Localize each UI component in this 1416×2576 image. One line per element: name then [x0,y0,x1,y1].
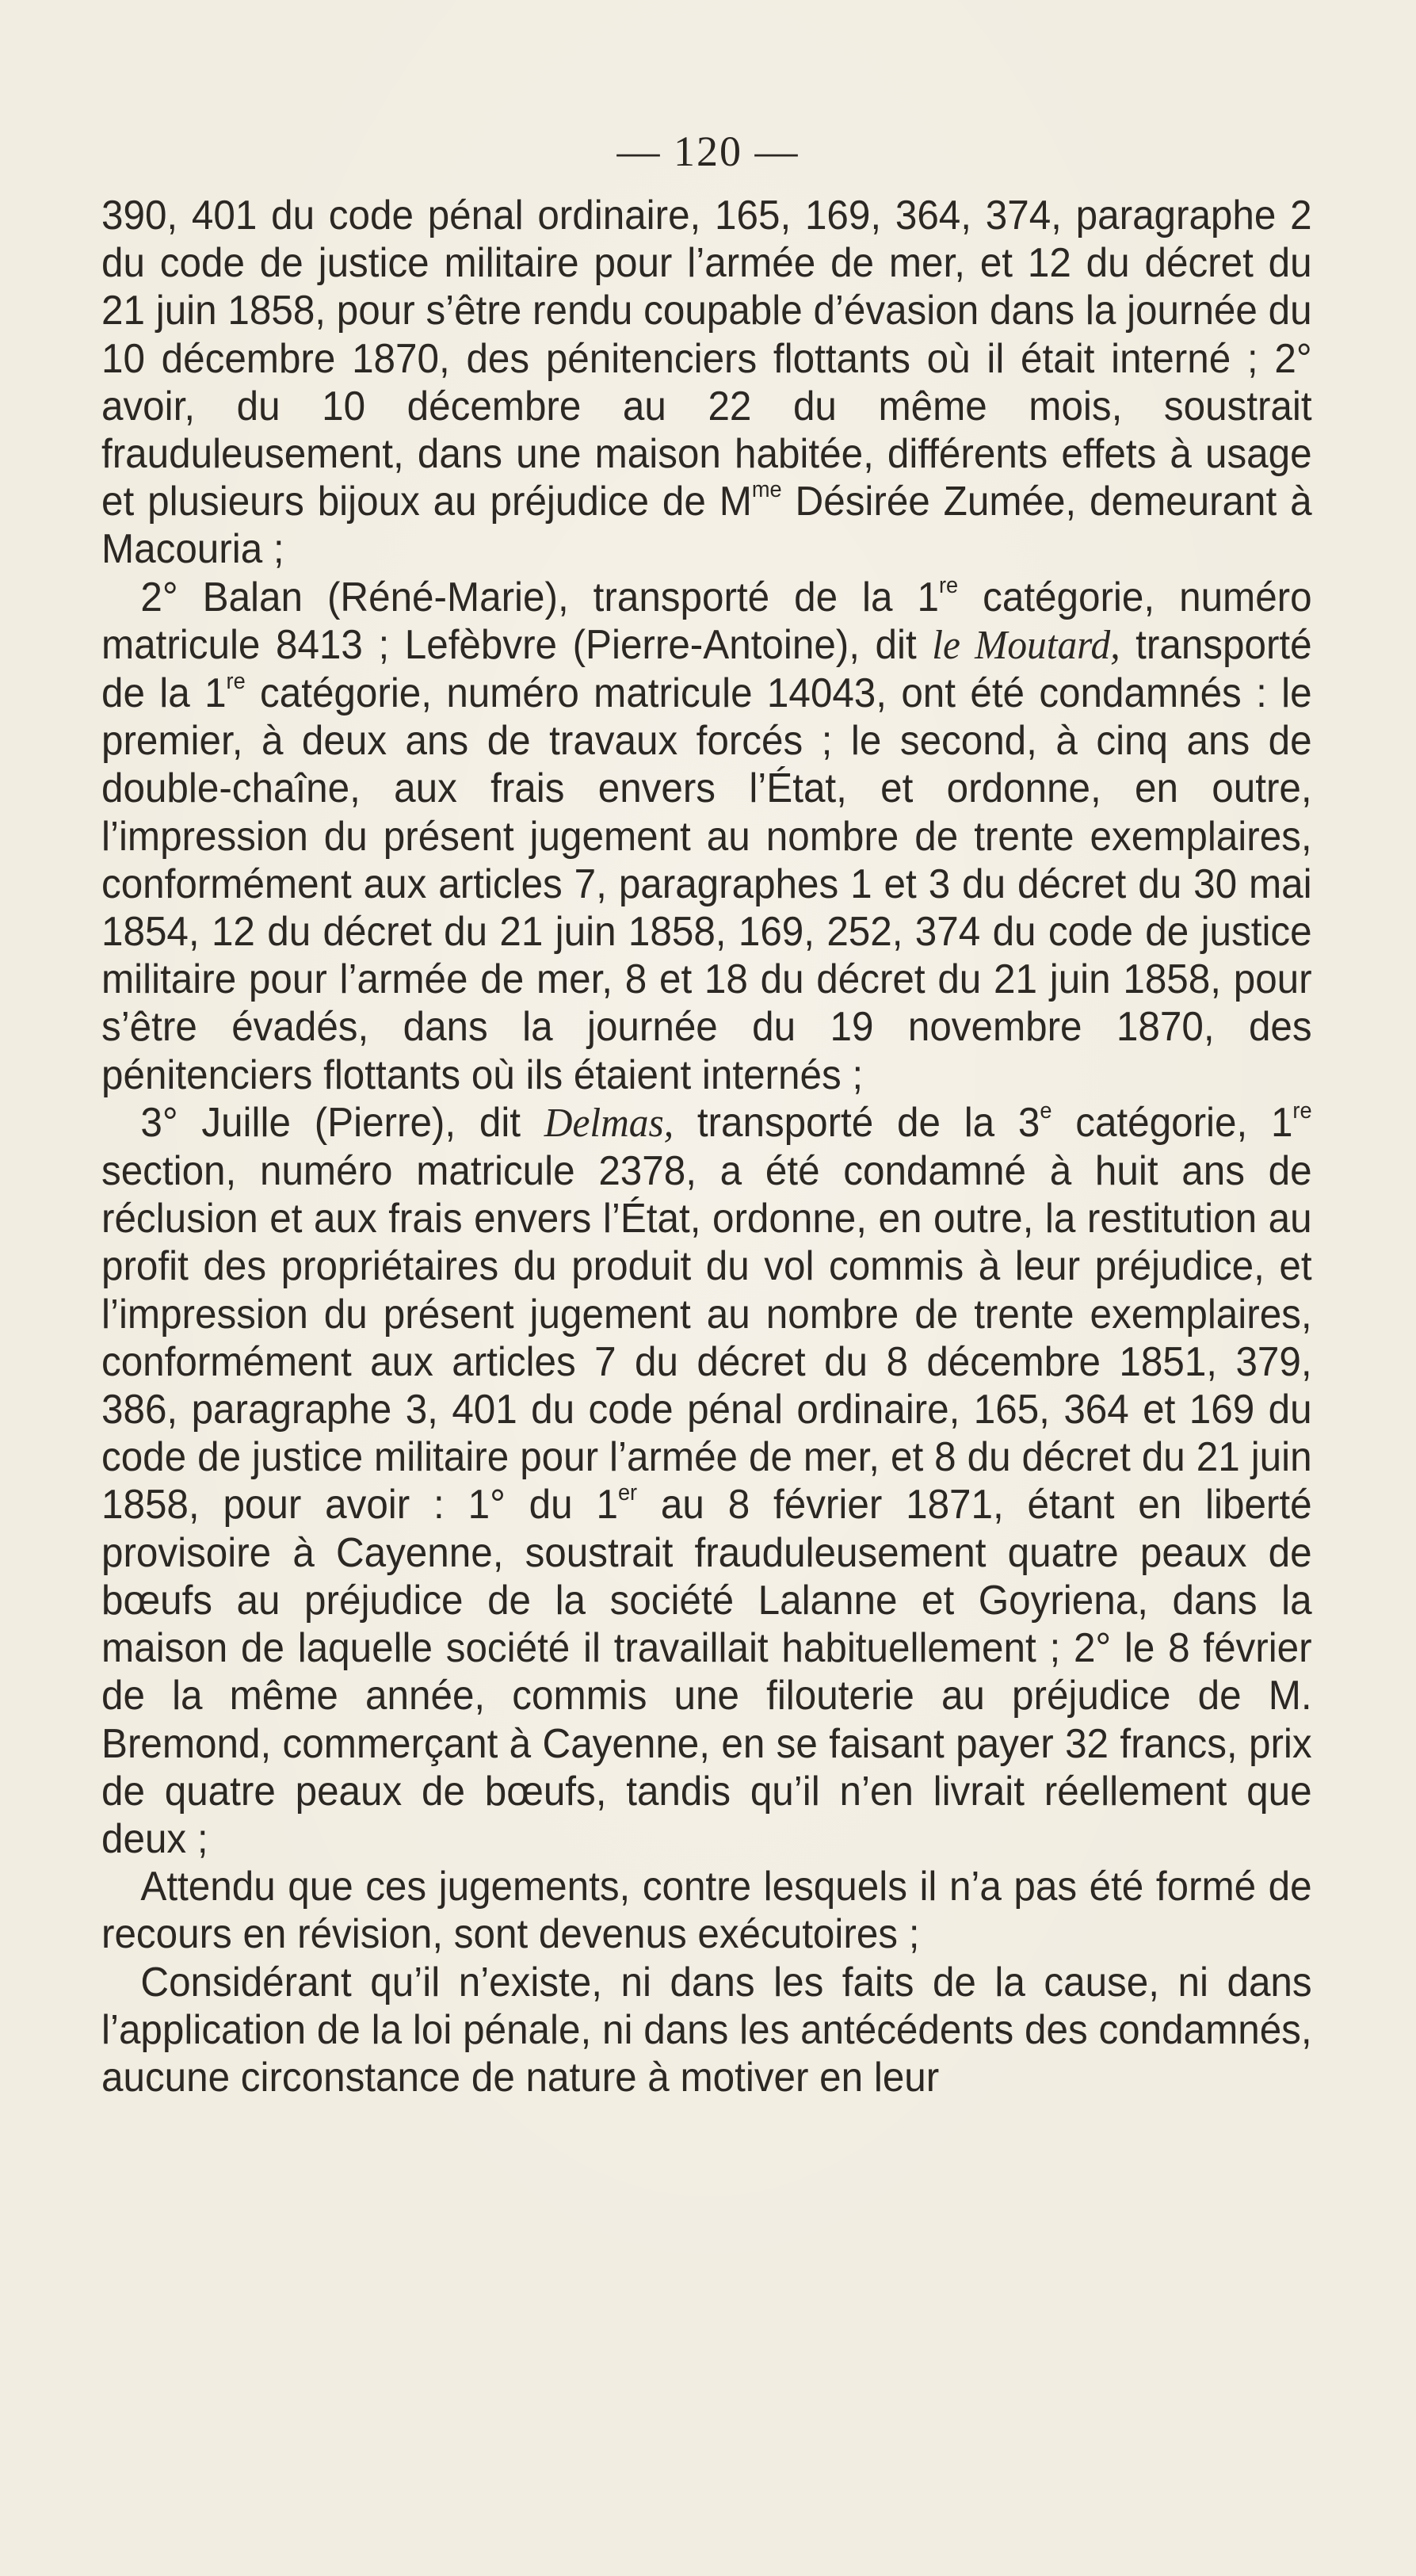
superscript: re [226,669,246,695]
paragraph-1 [101,192,1312,574]
paragraph-3 [101,1099,1312,1863]
paragraph-2-part-c: transporté de la 1 [101,621,1312,717]
superscript: er [617,1480,638,1506]
paragraph-1-part-a: 390, 401 du code pénal ordinaire, 165, 169, 364, 374, paragraphe 2 du code de justice militaire pour l’armée de mer, et 12 du décret du 21 juin 1858, pour s’être rendu coupable d’évasion dans la journée du 10 décembre 1870, des pénitenciers flottants où il était interné ; 2° avoir, du 10 décembre au 22 du même mois, soustrait frauduleusement, dans une maison habitée, différents effets à usage et plusieurs bijoux au préjudice de M [101,193,1312,525]
paragraph-3-part-d: section, numéro matricule 2378, a été condamné à huit ans de réclusion et aux frais envers l’État, ordonne, en outre, la restitution au profit des propriétaires du produit du vol commis à leur préjudice, et l’impression du présent jugement au nombre de trente exemplaires, conformément aux articles 7 du décret du 8 décembre 1851, 379, 386, paragraphe 3, 401 du code pénal ordinaire, 165, 364 et 169 du code de justice militaire pour l’armée de mer, et 8 du décret du 21 juin 1858, pour avoir : 1° du 1 [101,1148,1312,1528]
alias-delmas: Delmas, [544,1100,674,1146]
paragraph-2-part-b: catégorie, numéro matricule 8413 ; Lefèbvre (Pierre-Antoine), dit [101,574,1312,668]
body-text [101,192,1312,2101]
paragraph-3-part-b: transporté de la 3 [674,1099,1040,1146]
superscript: me [751,477,782,503]
paragraph-3-part-a: 3° Juille (Pierre), dit [140,1099,544,1146]
superscript: re [1292,1097,1312,1124]
paragraph-4: Attendu que ces jugements, contre lesquels il n’a pas été formé de recours en révision, sont devenus exécutoires ; [101,1864,1312,1958]
paragraph-3-part-e: au 8 février 1871, étant en liberté provisoire à Cayenne, soustrait frauduleusement quatre peaux de bœufs au préjudice de la société Lalanne et Goyriena, dans la maison de laquelle société il travaillait habituellement ; 2° le 8 février de la même année, commis une filouterie au préjudice de M. Bremond, commerçant à Cayenne, en se faisant payer 32 francs, prix de quatre peaux de bœufs, tandis qu’il n’en livrait réellement que deux ; [101,1482,1312,1862]
paragraph-3-part-c: catégorie, 1 [1052,1099,1293,1146]
paragraph-1-part-b: Désirée Zumée, demeurant à Macouria ; [101,479,1312,573]
alias-moutard: le Moutard, [932,622,1120,668]
superscript: re [938,572,959,598]
superscript: e [1040,1097,1052,1124]
paragraph-2-part-a: 2° Balan (Réné-Marie), transporté de la 1 [140,574,939,620]
page-number: — 120 — [616,128,800,175]
paragraph-5: Considérant qu’il n’existe, ni dans les faits de la cause, ni dans l’application de la loi pénale, ni dans les antécédents des condamnés, aucune circonstance de nature à motiver en leur [101,1959,1312,2101]
paragraph-2 [101,574,1312,1099]
paragraph-2-part-d: catégorie, numéro matricule 14043, ont été condamnés : le premier, à deux ans de travaux forcés ; le second, à cinq ans de double-chaîne, aux frais envers l’État, et ordonne, en outre, l’impression du présent jugement au nombre de trente exemplaires, conformément aux articles 7, paragraphes 1 et 3 du décret du 30 mai 1854, 12 du décret du 21 juin 1858, 169, 252, 374 du code de justice militaire pour l’armée de mer, 8 et 18 du décret du 21 juin 1858, pour s’être évadés, dans la journée du 19 novembre 1870, des pénitenciers flottants où ils étaient internés ; [101,670,1312,1098]
